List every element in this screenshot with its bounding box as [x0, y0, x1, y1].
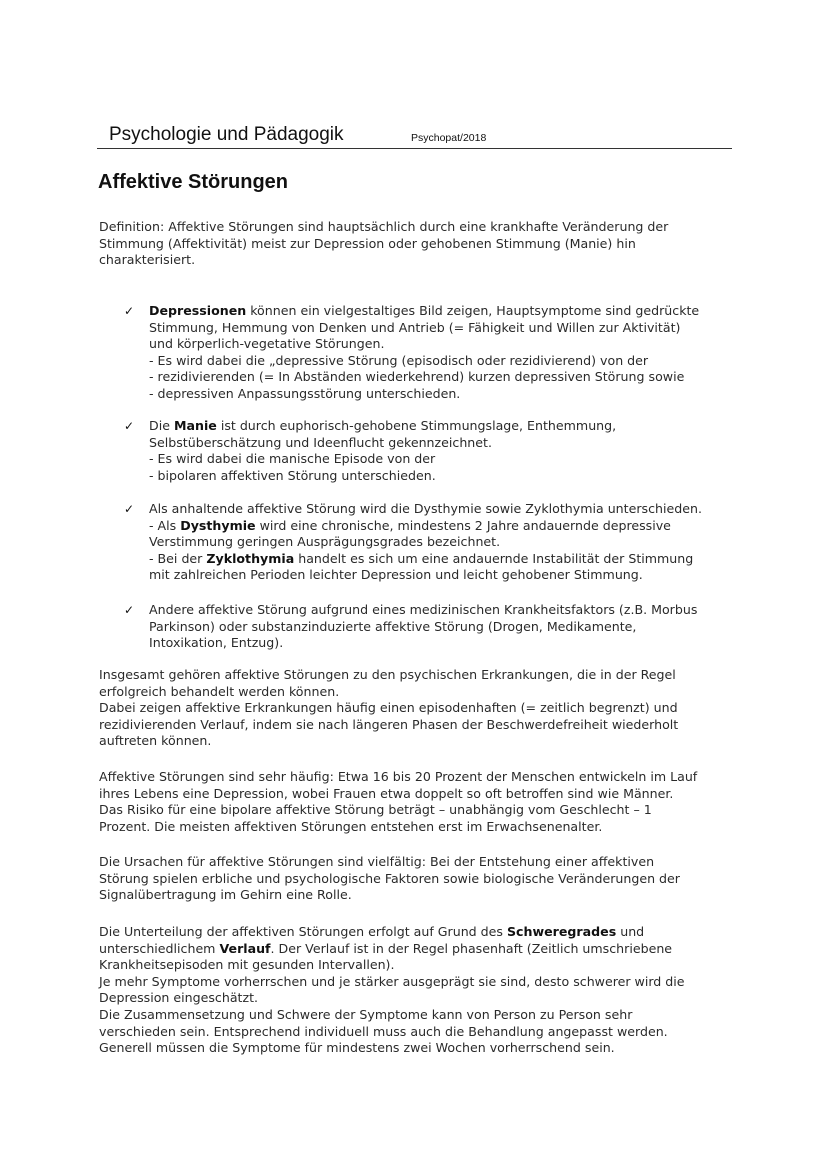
text-line: Parkinson) oder substanzinduzierte affektive Störung (Drogen, Medikamente, — [149, 618, 637, 634]
term-schweregrades: Schweregrades — [506, 924, 617, 939]
text-span: wird eine chronische, mindestens 2 Jahre andauernde depressive — [255, 517, 671, 533]
bullet-body — [149, 418, 734, 484]
paragraph-ursachen — [99, 854, 727, 904]
checkmark-icon: ✓ — [124, 603, 135, 617]
checkmark-icon: ✓ — [124, 502, 135, 516]
text-span: . Der Verlauf ist in der Regel phasenhaft (Zeitlich umschriebene — [270, 940, 673, 956]
text-line: Stimmung (Affektivität) meist zur Depression oder gehobenen Stimmung (Manie) hin — [99, 235, 636, 251]
text-span: - Bei der — [149, 550, 207, 566]
text-line: erfolgreich behandelt werden können. — [99, 683, 340, 699]
text-line: Prozent. Die meisten affektiven Störungen entstehen erst im Erwachsenenalter. — [99, 818, 603, 834]
text-line: charakterisiert. — [99, 252, 196, 268]
text-line: Als anhaltende affektive Störung wird die Dysthymie sowie Zyklothymia unterschieden. — [149, 501, 702, 516]
header-subtitle: Psychopat/2018 — [411, 132, 487, 144]
term-zyklothymia: Zyklothymia — [206, 550, 295, 566]
text-span: Die Unterteilung der affektiven Störungen erfolgt auf Grund des — [99, 924, 507, 939]
text-line — [99, 924, 727, 941]
header-title: Psychologie und Pädagogik — [109, 124, 344, 145]
paragraph-haeufigkeit — [99, 769, 727, 835]
term-verlauf: Verlauf — [219, 940, 271, 956]
text-line — [149, 551, 734, 568]
checkmark-icon: ✓ — [124, 304, 135, 318]
page-header — [97, 124, 732, 149]
paragraph-unterteilung — [99, 924, 727, 1057]
text-line: Je mehr Symptome vorherrschen und je stärker ausgeprägt sie sind, desto schwerer wird die — [99, 973, 685, 989]
text-line: Definition: Affektive Störungen sind hauptsächlich durch eine krankhafte Veränderung der — [99, 219, 669, 234]
text-line — [149, 418, 734, 435]
paragraph-behandlung — [99, 667, 727, 750]
text-line: - bipolaren affektiven Störung unterschieden. — [149, 467, 436, 483]
text-span: Die — [149, 418, 174, 433]
text-line: Selbstüberschätzung und Ideenflucht gekennzeichnet. — [149, 434, 492, 450]
text-line: Stimmung, Hemmung von Denken und Antrieb (= Fähigkeit und Willen zur Aktivität) — [149, 319, 681, 335]
text-line: Dabei zeigen affektive Erkrankungen häufig einen episodenhaften (= zeitlich begrenzt) und — [99, 700, 678, 716]
text-line: Die Zusammensetzung und Schwere der Symptome kann von Person zu Person sehr — [99, 1006, 633, 1022]
text-line: Das Risiko für eine bipolare affektive Störung beträgt – unabhängig vom Geschlecht – 1 — [99, 802, 652, 818]
text-span: unterschiedlichem — [99, 940, 220, 956]
definition-paragraph — [99, 219, 727, 269]
text-line: rezidivierenden Verlauf, indem sie nach längeren Phasen der Beschwerdefreiheit wiederholt — [99, 716, 679, 732]
text-line: Generell müssen die Symptome für mindestens zwei Wochen vorherrschend sein. — [99, 1040, 615, 1056]
text-span: können ein vielgestaltiges Bild zeigen, Hauptsymptome sind gedrückte — [246, 303, 700, 318]
text-line: Signalübertragung im Gehirn eine Rolle. — [99, 887, 352, 903]
text-line: mit zahlreichen Perioden leichter Depression und leicht gehobener Stimmung. — [149, 567, 643, 583]
bullet-body — [149, 303, 734, 403]
text-line: - Es wird dabei die manische Episode von der — [149, 451, 436, 467]
bullet-body — [149, 501, 734, 584]
text-line: Affektive Störungen sind sehr häufig: Etwa 16 bis 20 Prozent der Menschen entwickeln im Lauf — [99, 769, 698, 784]
text-line: - depressiven Anpassungsstörung unterschieden. — [149, 385, 461, 401]
text-line: - rezidivierenden (= In Abständen wiederkehrend) kurzen depressiven Störung sowie — [149, 369, 685, 385]
text-line — [149, 518, 734, 535]
text-span: handelt es sich um eine andauernde Instabilität der Stimmung — [294, 550, 694, 566]
text-line: auftreten können. — [99, 733, 212, 749]
text-line: Störung spielen erbliche und psychologische Faktoren sowie biologische Veränderungen der — [99, 870, 680, 886]
text-line — [99, 941, 727, 958]
bullet-body — [149, 602, 734, 652]
term-dysthymie: Dysthymie — [180, 517, 256, 533]
text-line: Insgesamt gehören affektive Störungen zu den psychischen Erkrankungen, die in der Regel — [99, 667, 676, 682]
checkmark-icon: ✓ — [124, 419, 135, 433]
text-line: Krankheitsepisoden mit gesunden Intervallen). — [99, 957, 395, 973]
text-line: und körperlich-vegetative Störungen. — [149, 336, 385, 352]
text-span: ist durch euphorisch-gehobene Stimmungslage, Enthemmung, — [216, 418, 617, 433]
text-line: Intoxikation, Entzug). — [149, 635, 284, 651]
text-span: und — [616, 924, 645, 939]
term-manie: Manie — [173, 418, 217, 433]
text-line — [149, 303, 734, 320]
text-line: verschieden sein. Entsprechend individuell muss auch die Behandlung angepasst werden. — [99, 1023, 668, 1039]
text-line: Die Ursachen für affektive Störungen sind vielfältig: Bei der Entstehung einer affektiven — [99, 854, 655, 869]
text-line: - Es wird dabei die „depressive Störung (episodisch oder rezidivierend) von der — [149, 352, 649, 368]
document-title: Affektive Störungen — [98, 171, 289, 193]
text-line: ihres Lebens eine Depression, wobei Frauen etwa doppelt so oft betroffen sind wie Männer. — [99, 785, 674, 801]
text-span: - Als — [149, 517, 181, 533]
text-line: Depression eingeschätzt. — [99, 990, 259, 1006]
text-line: Andere affektive Störung aufgrund eines medizinischen Krankheitsfaktors (z.B. Morbus — [149, 602, 698, 617]
text-line: Verstimmung geringen Ausprägungsgrades bezeichnet. — [149, 534, 501, 550]
term-depressionen: Depressionen — [149, 303, 247, 318]
